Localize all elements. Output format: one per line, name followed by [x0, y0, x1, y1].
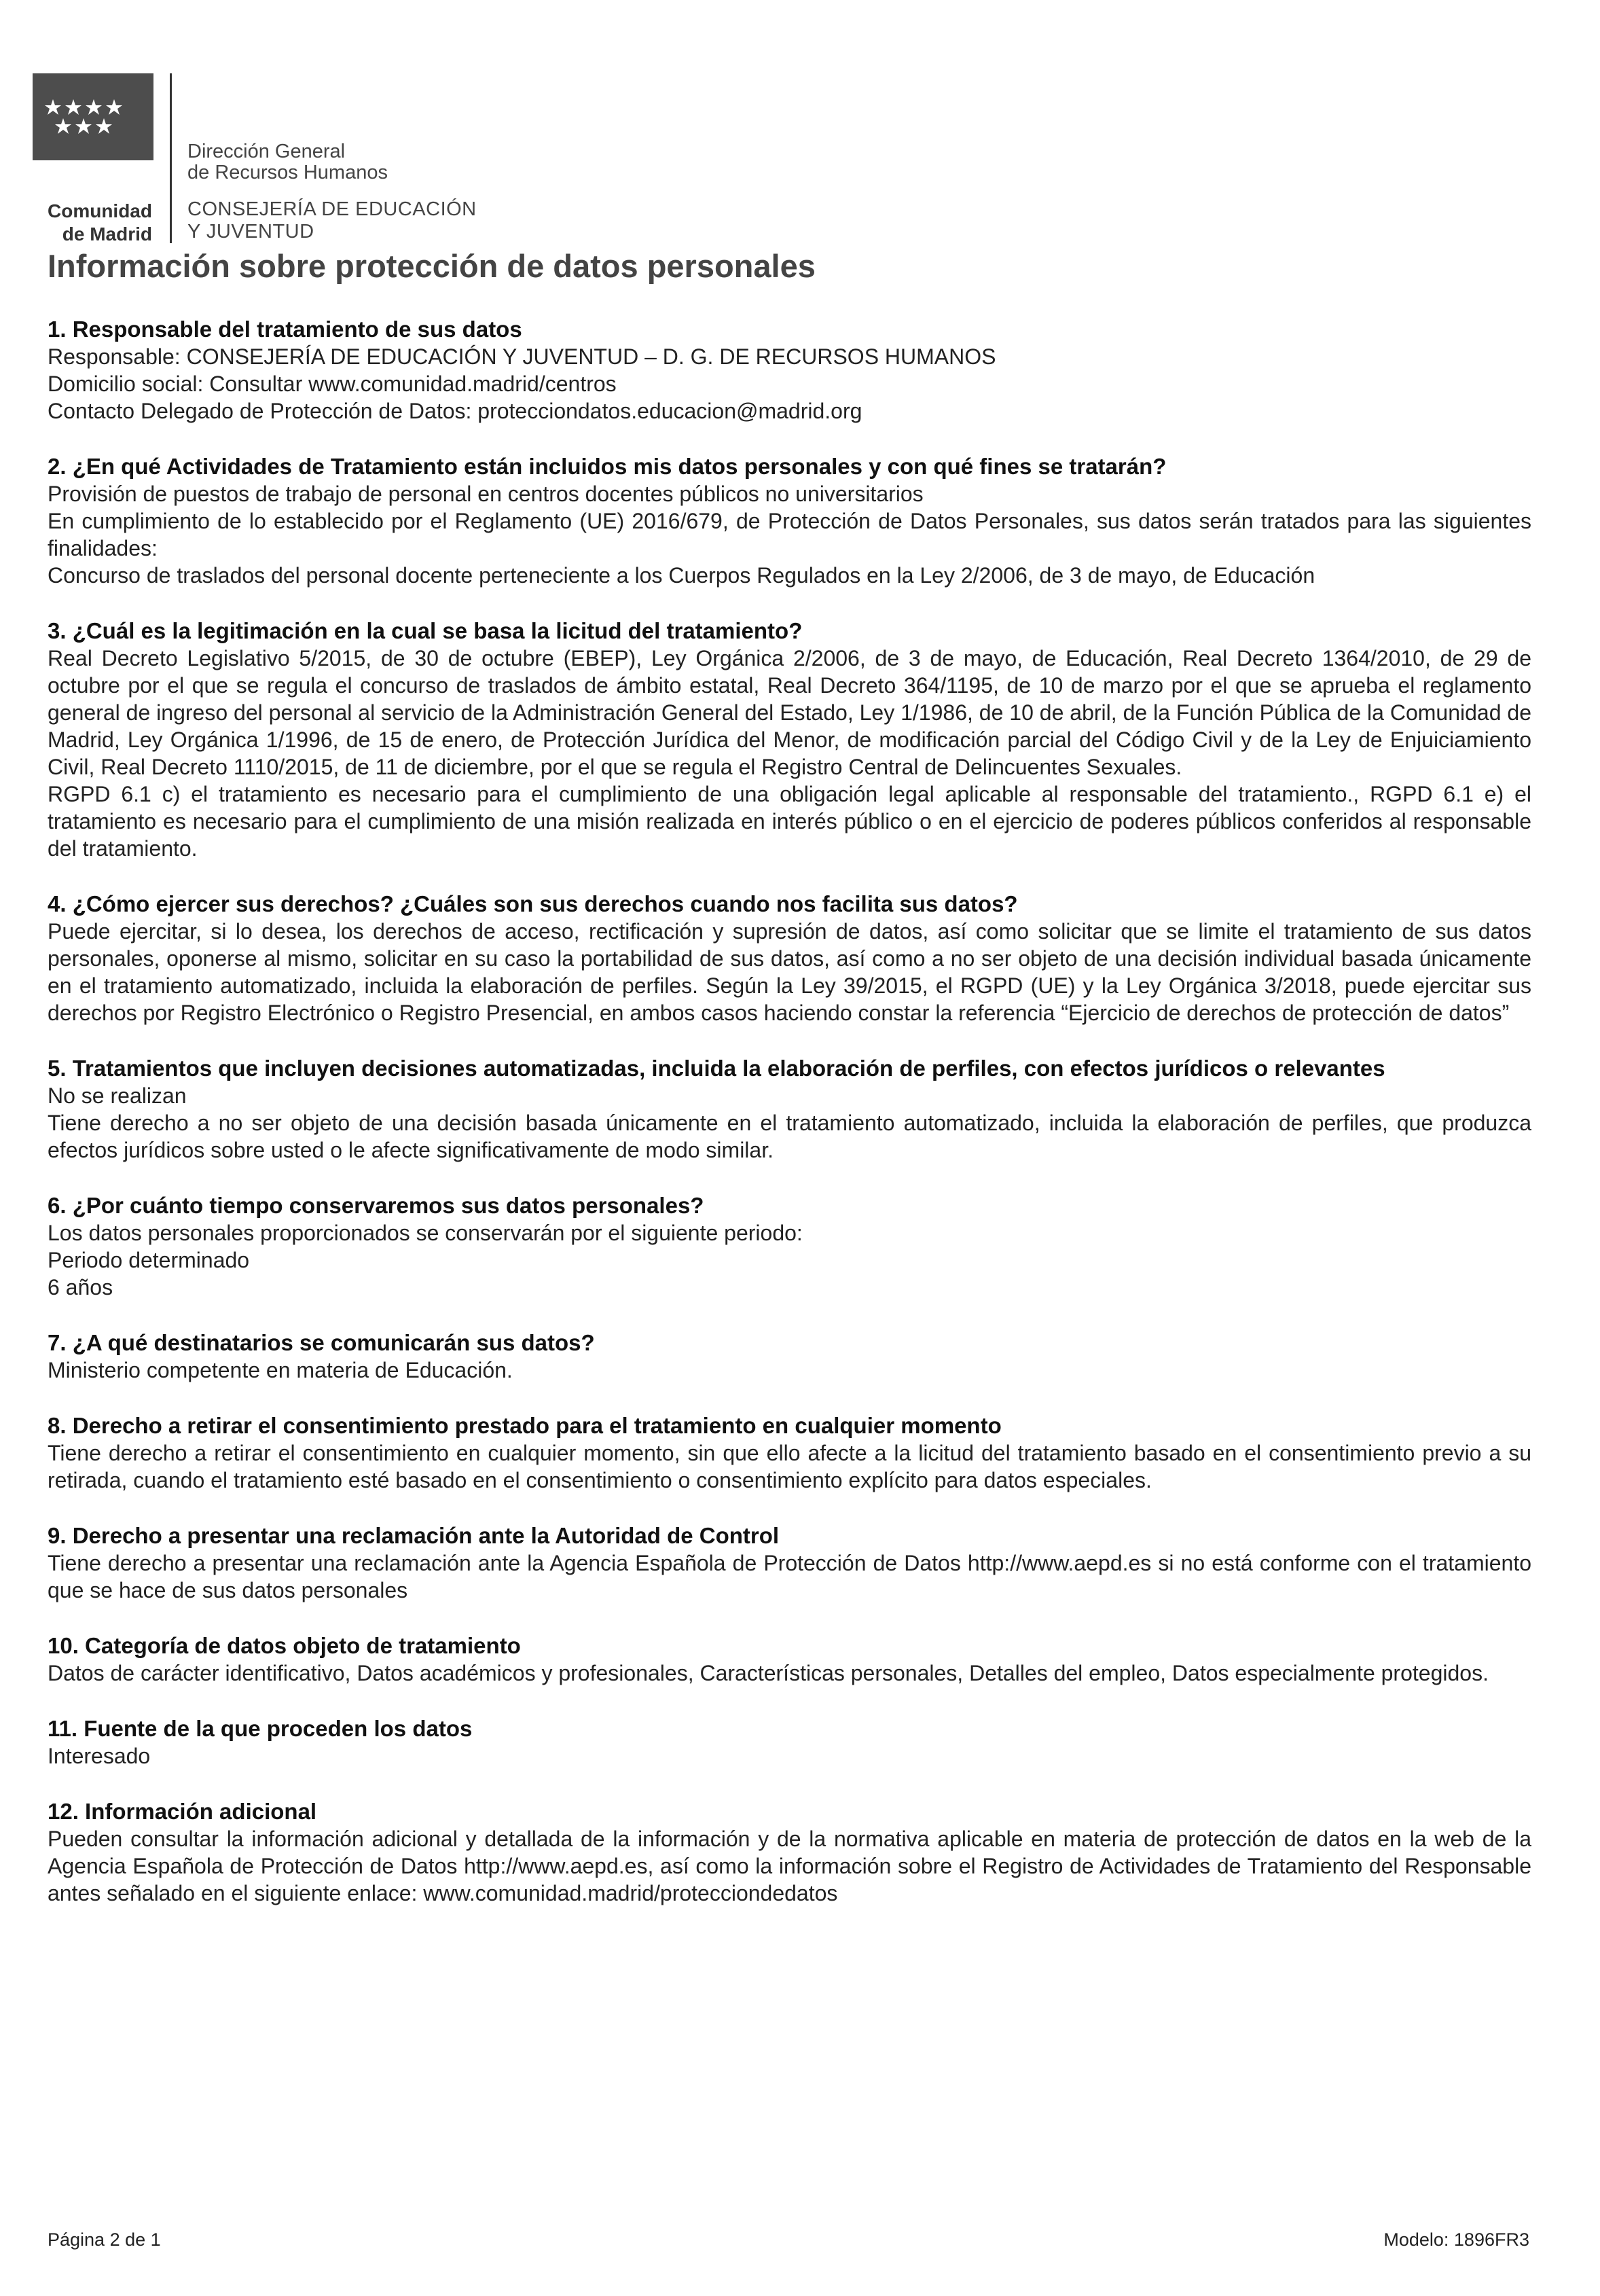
section-heading: 4. ¿Cómo ejercer sus derechos? ¿Cuáles son sus derechos cuando nos facilita sus datos? [48, 891, 1018, 916]
section-text: Tiene derecho a no ser objeto de una decisión basada únicamente en el tratamiento automatizado, incluida la elaboración de perfiles, que produzca efectos jurídicos sobre usted o le afecte significativamente de modo similar. [48, 1111, 1531, 1162]
section-10 [48, 1632, 1531, 1687]
section-heading: 8. Derecho a retirar el consentimiento prestado para el tratamiento en cualquier momento [48, 1413, 1002, 1438]
section-heading: 12. Información adicional [48, 1799, 317, 1824]
logo-line-2: de Madrid [62, 223, 152, 245]
star-icon [65, 99, 81, 115]
star-icon [45, 99, 61, 115]
section-heading: 10. Categoría de datos objeto de tratamiento [48, 1633, 521, 1658]
section-heading: 2. ¿En qué Actividades de Tratamiento están incluidos mis datos personales y con qué fines se tratarán? [48, 454, 1167, 479]
section-text: En cumplimiento de lo establecido por el Reglamento (UE) 2016/679, de Protección de Datos Personales, sus datos serán tratados para las siguientes finalidades: [48, 509, 1531, 560]
section-text: RGPD 6.1 c) el tratamiento es necesario para el cumplimiento de una obligación legal aplicable al responsable del tratamiento., RGPD 6.1 e) el tratamiento es necesario para el cumplimiento de una misión realizada en interés público o en el ejercicio de poderes públicos conferidos al responsable del tratamiento. [48, 782, 1531, 861]
ministry-name [187, 198, 477, 243]
dept-line-1: Dirección General [187, 141, 346, 162]
section-5 [48, 1055, 1531, 1164]
section-2 [48, 453, 1531, 589]
section-text: Concurso de traslados del personal docente perteneciente a los Cuerpos Regulados en la Ley 2/2006, de 3 de mayo, de Educación [48, 563, 1315, 588]
section-7 [48, 1329, 1531, 1384]
logo-name [33, 200, 152, 246]
section-text: Tiene derecho a presentar una reclamación ante la Agencia Española de Protección de Datos http://www.aepd.es si no está conforme con el tratamiento que se hace de sus datos personales [48, 1551, 1531, 1602]
page-number: Página 2 de 1 [48, 2229, 161, 2250]
section-text: 6 años [48, 1275, 113, 1299]
logo-line-1: Comunidad [48, 200, 152, 221]
section-text: Periodo determinado [48, 1248, 250, 1272]
section-text: Interesado [48, 1744, 151, 1768]
section-heading: 1. Responsable del tratamiento de sus datos [48, 317, 522, 342]
star-icon [55, 118, 71, 134]
star-icon [75, 118, 92, 134]
star-icon [106, 99, 122, 115]
section-text: Responsable: CONSEJERÍA DE EDUCACIÓN Y JUVENTUD – D. G. DE RECURSOS HUMANOS [48, 344, 996, 369]
section-heading: 9. Derecho a presentar una reclamación ante la Autoridad de Control [48, 1523, 780, 1548]
section-text: Real Decreto Legislativo 5/2015, de 30 de octubre (EBEP), Ley Orgánica 2/2006, de 3 de mayo, de Educación, Real Decreto 1364/2010, de 29 de octubre por el que se regula el concurso de traslados de ámbito estatal, Real Decreto 364/1195, de 10 de marzo por el que se aprueba el reglamento general de ingreso del personal al servicio de la Administración General del Estado, Ley 1/1986, de 10 de abril, de la Función Pública de la Comunidad de Madrid, Ley Orgánica 1/1996, de 15 de enero, de Protección Jurídica del Menor, de modificación parcial del Código Civil y de la Ley de Enjuiciamiento Civil, Real Decreto 1110/2015, de 11 de diciembre, por el que se regula el Registro Central de Delincuentes Sexuales. [48, 646, 1531, 779]
section-text: Pueden consultar la información adicional y detallada de la información y de la normativa aplicable en materia de protección de datos en la web de la Agencia Española de Protección de Datos http://www.aepd.es, así como la información sobre el Registro de Actividades de Tratamiento del Responsable antes señalado en el siguiente enlace: www.comunidad.madrid/protecciondedatos [48, 1827, 1531, 1905]
sections-container [48, 316, 1531, 1935]
section-text: Domicilio social: Consultar www.comunidad.madrid/centros [48, 372, 617, 396]
section-heading: 5. Tratamientos que incluyen decisiones automatizadas, incluida la elaboración de perfiles, con efectos jurídicos o relevantes [48, 1056, 1385, 1081]
section-3 [48, 617, 1531, 862]
section-1 [48, 316, 1531, 425]
page-title: Información sobre protección de datos personales [48, 248, 816, 284]
stars-icon [45, 99, 143, 140]
header-divider [170, 73, 172, 243]
section-heading: 7. ¿A qué destinatarios se comunicarán sus datos? [48, 1330, 595, 1355]
section-heading: 11. Fuente de la que proceden los datos [48, 1716, 473, 1741]
section-text: No se realizan [48, 1083, 187, 1108]
section-11 [48, 1715, 1531, 1770]
section-heading: 6. ¿Por cuánto tiempo conservaremos sus datos personales? [48, 1193, 704, 1218]
section-text: Datos de carácter identificativo, Datos académicos y profesionales, Características personales, Detalles del empleo, Datos especialmente protegidos. [48, 1661, 1489, 1685]
section-text: Tiene derecho a retirar el consentimiento en cualquier momento, sin que ello afecte a la licitud del tratamiento basado en el consentimiento previo a su retirada, cuando el tratamiento esté basado en el consentimiento o consentimiento explícito para datos especiales. [48, 1441, 1531, 1492]
department-name [187, 141, 388, 183]
document-header [33, 73, 576, 250]
section-12 [48, 1798, 1531, 1907]
section-9 [48, 1522, 1531, 1604]
section-text: Contacto Delegado de Protección de Datos: protecciondatos.educacion@madrid.org [48, 399, 862, 423]
model-number: Modelo: 1896FR3 [1383, 2229, 1529, 2250]
section-8 [48, 1412, 1531, 1494]
section-text: Provisión de puestos de trabajo de personal en centros docentes públicos no universitarios [48, 482, 924, 506]
ministry-line-2: Y JUVENTUD [187, 221, 314, 243]
section-4 [48, 891, 1531, 1026]
section-text: Ministerio competente en materia de Educación. [48, 1358, 513, 1382]
ministry-line-1: CONSEJERÍA DE EDUCACIÓN [187, 198, 477, 220]
madrid-logo [33, 73, 153, 160]
star-icon [96, 118, 112, 134]
section-text: Puede ejercitar, si lo desea, los derechos de acceso, rectificación y supresión de datos, así como solicitar que se limite el tratamiento de sus datos personales, oponerse al mismo, solicitar en su caso la portabilidad de sus datos, así como a no ser objeto de una decisión individual basada únicamente en el tratamiento automatizado, incluida la elaboración de perfiles. Según la Ley 39/2015, el RGPD (UE) y la Ley Orgánica 3/2018, puede ejercitar sus derechos por Registro Electrónico o Registro Presencial, en ambos casos haciendo constar la referencia “Ejercicio de derechos de protección de datos” [48, 919, 1531, 1025]
star-icon [86, 99, 102, 115]
section-heading: 3. ¿Cuál es la legitimación en la cual se basa la licitud del tratamiento? [48, 618, 803, 643]
section-6 [48, 1192, 1531, 1301]
section-text: Los datos personales proporcionados se conservarán por el siguiente periodo: [48, 1221, 803, 1245]
dept-line-2: de Recursos Humanos [187, 162, 388, 183]
